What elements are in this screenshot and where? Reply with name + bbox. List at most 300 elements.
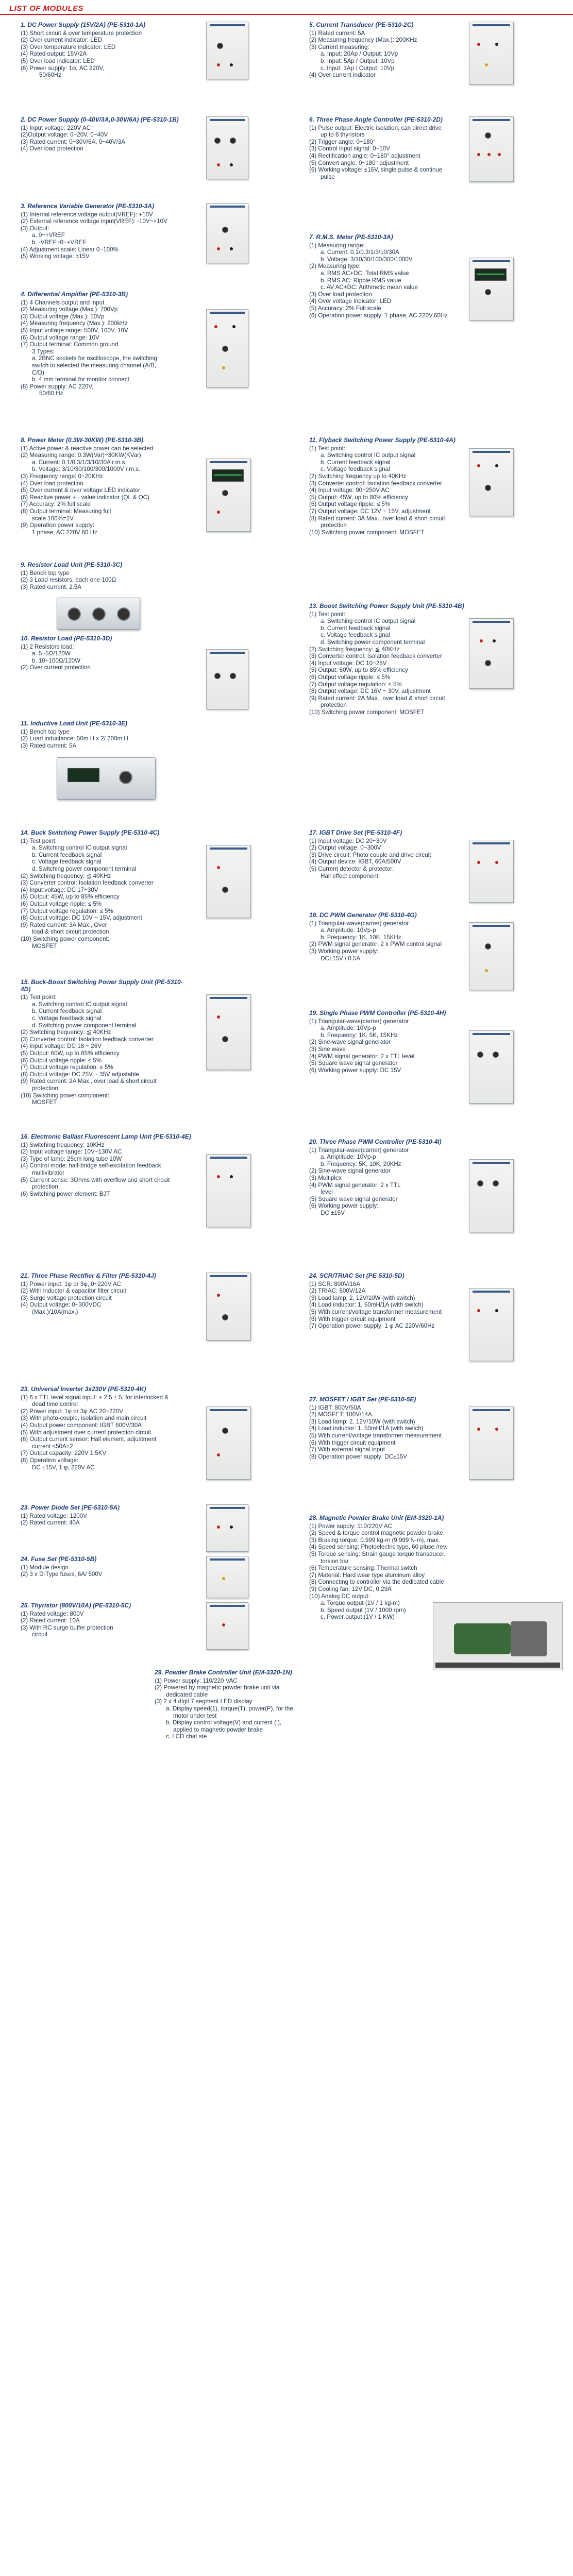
spec-line: (1) Input voltage: 220V AC	[21, 124, 91, 131]
spec-line: (2) PWM signal generator: 2 x PWM control signal	[309, 941, 442, 948]
spec-line: (3) Sine wave	[309, 1045, 346, 1053]
spec-line: (3) Braking torque: 0.999 kg-m (9.999 N-m), max.	[309, 1536, 440, 1544]
spec-line: (1) Test point:	[21, 994, 57, 1001]
brake-unit-photo	[433, 1602, 563, 1670]
spec-line: (2) Rated current: 40A	[21, 1519, 80, 1527]
module-title: 27. MOSFET / IGBT Set (PE-5310-5E)	[309, 1396, 416, 1403]
spec-line: (4) Input voltage: DC 17~30V	[21, 886, 98, 893]
spec-line: (1) Power supply: 110/220V AC	[309, 1522, 392, 1530]
spec-line: (2) Input voltage range: 10V~130V AC	[21, 1148, 122, 1156]
module-title: 23. Universal Inverter 3x230V (PE-5310-4K)	[21, 1385, 146, 1393]
spec-line: (5) Square wave signal generator	[309, 1195, 398, 1202]
spec-line: (7) Output voltage: DC 12V ~ 15V, adjustment	[309, 507, 431, 515]
module-title: 9. Resistor Load Unit (PE-5310-3C)	[21, 561, 123, 568]
module-title: 19. Single Phase PWM Controller (PE-5310-4H)	[309, 1009, 446, 1016]
spec-line: (1) Rated voltage: 1200V	[21, 1512, 87, 1519]
spec-line: DC ±15V	[321, 1209, 345, 1216]
spec-line: (5) Output: 45W, up to 85% efficiency	[21, 893, 120, 901]
spec-line: (3) Over load protection	[309, 291, 372, 298]
spec-line: (4) Speed sensing: Photoelectric type, 60 pluse /rev.	[309, 1544, 447, 1551]
spec-line: (9) Rated current: 3A Max., Over	[21, 921, 107, 928]
spec-line: c. AV AC+DC: Arithmetic mean value	[321, 284, 418, 291]
module-photo-3	[206, 203, 248, 263]
spec-line: b. -VREF~0~+VREF	[32, 239, 87, 246]
spec-line: multivibrator	[32, 1169, 65, 1176]
module-title: 8. Power Meter (0.3W-30KW) (PE-5310-3B)	[21, 436, 144, 444]
spec-line: (2) Output voltage: 0~300V	[309, 844, 381, 852]
spec-line: c. Power output (1V / 1 KW)	[321, 1614, 395, 1621]
spec-line: motor under test	[173, 1712, 217, 1719]
spec-line: b. Voltage: 3/10/30/100/300/1000V	[321, 256, 413, 263]
spec-line: (6) Working voltage: ±15V, single pulse & continue	[309, 166, 443, 174]
spec-line: (6) Output voltage ripple: ≤ 5%	[309, 501, 391, 508]
spec-line: pulse	[321, 173, 335, 180]
module-19	[309, 1010, 474, 1074]
module-photo-25	[206, 1602, 248, 1650]
spec-line: b. Current feedback signal	[32, 1008, 102, 1015]
spec-line: (1) Measuring range:	[309, 242, 365, 249]
spec-line: MOSFET	[32, 1099, 57, 1106]
spec-line: b. Frequency: 5K, 10K, 20KHz	[321, 1160, 401, 1167]
spec-line: scale 100%=1V	[32, 515, 74, 522]
spec-line: (2) Over current indicator: LED	[21, 37, 102, 44]
spec-line: (2) Sine-wave signal generator	[309, 1039, 391, 1046]
spec-line: (4) Measuring frequency (Max.): 200kHz	[21, 320, 128, 327]
spec-line: (3) Rated current: 5A	[21, 742, 77, 749]
spec-line: protection	[321, 522, 347, 529]
spec-line: (1) Power input: 1φ or 3φ, 0~220V AC	[21, 1280, 122, 1287]
spec-line: switch to selected the measuring channel (A/B,	[32, 362, 157, 369]
spec-line: b. Voltage: 3/10/30/100/300/1000V r.m.s.	[32, 466, 141, 473]
spec-line: (1) Active power & reactive power can be selected	[21, 445, 154, 452]
spec-line: (1) Test point:	[309, 445, 346, 452]
spec-line: (9) Operation power supply:	[21, 522, 95, 529]
spec-line: (1) Power supply: 110/220 VAC	[155, 1677, 238, 1684]
spec-line: (5) Working voltage: ±15V	[21, 253, 90, 260]
spec-line: (5) Accuracy: 2% Full scale	[309, 304, 381, 312]
spec-line: (3) Surge voltage protection circuit	[21, 1294, 112, 1301]
module-photo-15	[206, 994, 251, 1070]
spec-line: (7) Output voltage regulation: ≤ 5%	[309, 681, 402, 688]
spec-line: (2) Switching frequency: ≦ 40KHz	[21, 1029, 111, 1036]
spec-line: (5) Output: 45W, up to 80% efficiency	[309, 494, 408, 501]
spec-line: b. Current feedback signal	[321, 624, 391, 632]
module-21	[21, 1273, 191, 1316]
spec-line: current <50A±2	[32, 1443, 73, 1450]
spec-line: (8) Output terminal: Measuring full	[21, 507, 111, 515]
spec-line: (2) TRIAC: 600V/12A	[309, 1287, 366, 1295]
page-header	[0, 0, 573, 21]
spec-line: (4) Over voltage indicator: LED	[309, 298, 392, 305]
spec-line: protection	[32, 1084, 58, 1092]
spec-line: (2) Over current protection	[21, 664, 91, 671]
spec-line: (6) Operation power supply: 1 phase, AC 220V,60Hz	[309, 312, 448, 319]
module-11b	[21, 720, 175, 749]
spec-line: (10) Switching power component: MOSFET	[309, 708, 425, 716]
module-title: 17. IGBT Drive Set (PE-5310-4F)	[309, 829, 402, 836]
spec-line: a. Switching control IC output signal	[321, 618, 416, 625]
spec-line: (6) Working power supply: DC 15V	[309, 1066, 401, 1074]
spec-line: (2) Speed & torque control magnetic powder brake	[309, 1530, 443, 1537]
spec-line: (5) Output: 60W, up to 85% efficiency	[309, 667, 408, 674]
spec-line: a. 0~+VREF	[32, 232, 65, 239]
module-title: 6. Three Phase Angle Controller (PE-5310-2D)	[309, 116, 443, 123]
spec-line: b. Frequency: 1K, 10K, 15KHz	[321, 934, 401, 941]
module-23b	[21, 1504, 175, 1527]
spec-line: (9) Rated current: 2A Max., over load & short circuit	[309, 694, 445, 702]
module-photo-1	[206, 22, 248, 79]
module-6	[309, 116, 464, 180]
spec-line: (3) Rated current: 0~30V/6A, 0~40V/3A	[21, 138, 126, 145]
module-photo-11a	[469, 448, 514, 516]
spec-line: (4) Rated output: 15V/2A	[21, 50, 87, 58]
spec-line: (4) Adjustment scale: Linear 0~100%	[21, 246, 119, 253]
module-title: 10. Resistor Load (PE-5310-3D)	[21, 635, 112, 642]
spec-line: (5) Convert angle: 0~180° adjustment	[309, 159, 409, 166]
module-photo-24b	[206, 1556, 248, 1598]
module-photo-6	[469, 116, 514, 182]
spec-line: (6) Switching power element: BJT	[21, 1190, 110, 1197]
spec-line: (3) Converter control: Isolation feedback converter	[309, 480, 442, 487]
module-photo-24a	[469, 1288, 514, 1361]
module-18	[309, 912, 474, 962]
spec-line: (1) Rated current: 5A	[309, 29, 365, 37]
module-photo-8	[206, 459, 251, 532]
spec-line: a. 2BNC sockets for oscilloscope, the switching	[32, 355, 157, 362]
spec-line: a. RMS AC+DC: Total RMS value	[321, 269, 409, 277]
spec-line: (1) Test point:	[21, 837, 57, 844]
spec-line: (1) Internal reference voltage output(VREF): +10V	[21, 211, 153, 218]
module-title: 11. Flyback Switching Power Supply (PE-5310-4A)	[309, 436, 456, 444]
spec-line: (6) Output voltage ripple: ≤ 5%	[21, 900, 102, 907]
module-photo-23a	[206, 1406, 251, 1480]
spec-line: (6) With trigger circuit equipment	[309, 1315, 396, 1323]
module-title: 24. Fuse Set (PE-5310-5B)	[21, 1555, 97, 1563]
spec-line: (4) Over load protection	[21, 480, 83, 487]
spec-line: 50/60Hz	[39, 72, 62, 79]
spec-line: (1) Module design	[21, 1564, 69, 1571]
spec-line: (3) Current measuring:	[309, 43, 369, 50]
module-title: 20. Three Phase PWM Controller (PE-5310-4I)	[309, 1138, 442, 1145]
spec-line: (7) Output voltage regulation: ≤ 5%	[21, 907, 113, 914]
page-title: LIST OF MODULES	[9, 4, 84, 13]
spec-line: (1) 2 Resistors load:	[21, 643, 74, 650]
module-13	[309, 603, 474, 716]
module-2	[21, 116, 196, 152]
spec-line: (7) Material: Hard wear type aluminum alloy	[309, 1571, 425, 1579]
spec-line: a. Current: 0.1/0.3/1/3/10/30A r.m.s.	[32, 459, 127, 466]
spec-line: (2)Output voltage: 0~20V, 0~40V	[21, 131, 108, 139]
spec-line: (3) Over temperature indicator: LED	[21, 43, 116, 50]
spec-line: (9) Rated current: 2A Max., over load & short circuit	[21, 1078, 157, 1085]
spec-line: (2) Load inductance: 50m H x 2/ 200m H	[21, 735, 128, 742]
spec-line: (8) Output voltage: DC 10V ~ 15V, adjustment	[21, 914, 142, 922]
spec-line: (10) Analog DC output:	[309, 1592, 370, 1600]
spec-line: (4) PWM signal generator: 2 x TTL	[309, 1181, 401, 1189]
spec-line: a. 5~5Ω/120W	[32, 650, 71, 657]
module-title: 7. R.M.S. Meter (PE-5310-3A)	[309, 233, 393, 241]
spec-line: (1) Bench top type	[21, 569, 70, 577]
spec-line: (7) Output voltage regulation: ≤ 5%	[21, 1064, 113, 1071]
module-25	[21, 1602, 175, 1638]
spec-line: (8) Connecting to controller via the dedicated cable	[309, 1579, 444, 1586]
spec-line: torsion bar	[321, 1557, 349, 1565]
spec-line: (6) With trigger circuit equipment	[309, 1439, 396, 1446]
spec-line: b. Display control voltage(V) and current (I),	[166, 1719, 282, 1726]
spec-line: (6) Working power supply:	[309, 1202, 379, 1210]
module-photo-5	[469, 22, 514, 84]
spec-line: b. Current feedback signal	[32, 851, 102, 858]
spec-line: (1) Triangular-wave(carrier) generator	[309, 1018, 409, 1025]
module-23a	[21, 1386, 196, 1471]
module-photo-2	[206, 116, 248, 179]
spec-line: b. 10~100Ω/120W	[32, 657, 81, 664]
spec-line: (2) Switching frequency: ≦ 40KHz	[309, 646, 400, 653]
spec-line: d. Switching power component terminal	[32, 1022, 137, 1029]
module-16	[21, 1133, 196, 1197]
spec-line: MOSFET	[32, 942, 57, 950]
spec-line: (1) 6 x TTL level signal input: + 2.5 ± 5, for interlocked &	[21, 1394, 169, 1401]
spec-line: c. Voltage feedback signal	[321, 632, 390, 639]
spec-line: Hall effect component	[321, 872, 378, 879]
spec-line: (7) Operation power supply: 1 φ AC 220V/60Hz	[309, 1323, 435, 1330]
module-15	[21, 979, 191, 1106]
spec-line: (2) MOSFET: 100V/14A	[309, 1411, 372, 1418]
module-11a	[309, 437, 474, 536]
spec-line: (1) SCR: 800V/16A	[309, 1280, 361, 1287]
spec-line: (4) Input voltage: DC 18 ~ 26V	[21, 1043, 102, 1050]
spec-line: (4) Output device: IGBT, 60A/500V	[309, 858, 401, 866]
spec-line: (5) Over current & over voltage LED indicator	[21, 487, 140, 494]
spec-line: a. Amplitude: 10Vp-p	[321, 1025, 376, 1032]
module-title: 1. DC Power Supply (15V/2A) (PE-5310-1A)	[21, 21, 146, 28]
spec-line: (7) Accuracy: 2% full scale	[21, 501, 91, 508]
spec-line: (6) Power supply: 1φ, AC 220V,	[21, 64, 105, 72]
spec-line: (4) Input voltage: 90~250V AC	[309, 487, 390, 494]
spec-line: (4) Input voltage: DC 10~28V	[309, 659, 387, 667]
spec-line: (4) Load inductor: 1, 50mH/1A (with switch)	[309, 1301, 424, 1309]
module-photo-14	[206, 845, 251, 918]
module-photo-17	[469, 840, 514, 903]
spec-line: (4) Over load protection	[21, 145, 83, 152]
module-27	[309, 1396, 474, 1460]
spec-line: protection	[321, 702, 347, 709]
spec-line: protection	[32, 1183, 58, 1191]
spec-line: (3) Frequency range: 0~20KHz	[21, 472, 103, 480]
spec-line: (4) Control mode: half-bridge self-excitation feedback	[21, 1162, 161, 1170]
module-title: 24. SCR/TRIAC Set (PE-5310-5D)	[309, 1272, 405, 1279]
spec-line: (1) Pulse output: Electric isolation, can direct drive	[309, 124, 442, 131]
spec-line: d. Switching power component terminal	[32, 865, 137, 872]
spec-line: (2) Rated current: 10A	[21, 1617, 80, 1624]
spec-line: (6) Output current sensor: Hall element, adjustment	[21, 1436, 157, 1443]
module-4	[21, 291, 196, 397]
spec-line: (5) Current detector & protector:	[309, 865, 394, 872]
module-photo-20	[469, 1159, 514, 1232]
spec-line: (3) Load lamp: 2, 12V/10W (with switch)	[309, 1294, 415, 1301]
spec-line: (2) Measuring range: 0.3W(Var)~30KW(KVar)	[21, 452, 141, 459]
spec-line: (7) Output terminal: Common ground	[21, 341, 119, 348]
module-photo-4	[206, 309, 248, 387]
spec-line: a. Switching control IC output signal	[32, 844, 127, 852]
module-photo-19	[469, 1030, 514, 1104]
spec-line: (2) Switching frequency up to 40KHz	[309, 472, 407, 480]
module-title: 3. Reference Variable Generator (PE-5310-3A)	[21, 202, 155, 210]
module-17	[309, 829, 474, 879]
module-title: 25. Thyristor (800V/10A) (PE-5310-5C)	[21, 1602, 131, 1609]
spec-line: (3) Converter control: Isolation feedback converter	[309, 653, 442, 660]
spec-line: (3) Converter control: Isolation feedback converter	[21, 1036, 154, 1043]
spec-line: (3) Output:	[21, 225, 49, 232]
spec-line: (3) With RC surge buffer protection	[21, 1624, 113, 1631]
spec-line: (5) Over load indicator: LED	[21, 57, 95, 64]
spec-line: (8) Operation power supply: DC±15V	[309, 1453, 408, 1460]
spec-line: load & short circuit protection	[32, 928, 109, 936]
spec-line: b. Frequency: 1K, 5K, 15KHz	[321, 1031, 398, 1039]
spec-line: a. Current: 0.1/0.3/1/3/10/30A	[321, 249, 399, 256]
spec-line: (5) With adjustment over current protection circuit.	[21, 1429, 153, 1436]
spec-line: (4) Output power component: IGBT 600V/30A	[21, 1421, 142, 1429]
spec-line: (1) Bench top type	[21, 728, 70, 735]
module-photo-23b	[206, 1504, 248, 1552]
spec-line: (1) Input voltage: DC 20~30V	[309, 837, 387, 844]
spec-line: (6) Reactive power + - value indicator (QL & QC)	[21, 494, 149, 501]
spec-line: (10) Switching power component:	[21, 1092, 110, 1099]
spec-line: (8) Output voltage: DC 16V ~ 30V, adjustment	[309, 688, 431, 695]
module-title: 14. Buck Switching Power Supply (PE-5310-4C)	[21, 829, 160, 836]
spec-line: d. Switching power component terminal	[321, 638, 425, 646]
spec-line: (3) Multiplex	[309, 1174, 342, 1181]
spec-line: c. Voltage feedback signal	[32, 858, 102, 866]
spec-line: (4) Output voltage: 0~300VDC	[21, 1301, 102, 1309]
spec-line: c. Voltage feedback signal	[321, 466, 390, 473]
spec-line: (4) PWM signal generator: 2 x TTL level	[309, 1053, 415, 1060]
spec-line: (2) Switching frequency: ≦ 40KHz	[21, 872, 111, 879]
module-title: 18. DC PWM Generator (PE-5310-4G)	[309, 911, 417, 919]
module-photo-27	[469, 1406, 514, 1480]
spec-line: (5) With current/voltage transformer measurement	[309, 1432, 442, 1439]
module-title: 11. Inductive Load Unit (PE-5310-3E)	[21, 720, 128, 727]
module-title: 16. Electronic Ballast Fluorescent Lamp Unit (PE-5310-4E)	[21, 1133, 191, 1140]
spec-line: 1 phase, AC 220V 60 Hz	[32, 529, 97, 536]
spec-line: a. Input: 20Ap / Output: 10Vp	[321, 50, 398, 58]
module-1	[21, 22, 186, 79]
module-8	[21, 437, 191, 536]
module-14	[21, 829, 191, 950]
module-photo-16	[206, 1154, 251, 1227]
spec-line: (6) Output voltage ripple: ≤ 5%	[21, 1057, 102, 1064]
spec-line: DC±15V / 0.5A	[321, 955, 361, 962]
spec-line: (2) Trigger angle: 0~180°	[309, 138, 376, 145]
spec-line: (9) Cooling fan: 12V DC, 0.29A	[309, 1585, 392, 1592]
spec-line: 3 Types:	[32, 348, 55, 355]
spec-line: (Max.)/10A(max.)	[32, 1308, 78, 1315]
spec-line: (2) Measuring voltage (Max.): 700Vp	[21, 306, 118, 313]
spec-line: (2) Measuring type:	[309, 263, 361, 270]
spec-line: C/D)	[32, 369, 44, 376]
module-title: 15. Buck-Boost Switching Power Supply Unit (PE-5310-4D)	[21, 978, 183, 993]
module-photo-18	[469, 922, 514, 990]
module-photo-10	[206, 649, 248, 709]
spec-line: (4) Over current indicator	[309, 72, 376, 79]
spec-line: 50/60 Hz	[39, 390, 63, 397]
spec-line: level	[321, 1189, 333, 1196]
module-photo-7	[469, 258, 514, 320]
spec-line: (7) Output capacity: 220V 1.5KV	[21, 1450, 107, 1457]
spec-line: (2) Measuring frequency (Max.): 200KHz	[309, 37, 417, 44]
module-photo-21	[206, 1273, 251, 1341]
spec-line: a. Amplitude: 10Vp-p	[321, 1154, 376, 1161]
spec-line: (3) With photo-couple, isolation and main circuit	[21, 1415, 147, 1422]
spec-line: circuit	[32, 1631, 48, 1638]
module-29	[155, 1669, 350, 1740]
module-7	[309, 234, 464, 319]
spec-line: (1) Rated voltage: 800V	[21, 1610, 84, 1617]
spec-line: (1) Triangular-wave(carrier) generator	[309, 920, 409, 927]
spec-line: (1) Short circuit & over temperature protection	[21, 29, 142, 37]
spec-line: (5) Input voltage range: 500V, 100V, 10V	[21, 327, 128, 334]
spec-line: (8) Rated current: 3A Max., over load & short circuit	[309, 515, 445, 522]
spec-line: (6) Output voltage ripple: ≤ 5%	[309, 673, 391, 681]
spec-line: (3) 2 x 4 digit 7 segment LED display	[155, 1698, 252, 1705]
module-5	[309, 22, 464, 79]
spec-line: (1) Test point:	[309, 611, 346, 618]
spec-line: a. Switching control IC output signal	[32, 1001, 127, 1008]
spec-line: (4) Rectification angle: 0~180° adjustment	[309, 152, 420, 159]
spec-line: (2) 3 Load resistors, each one 100Ω	[21, 577, 116, 584]
spec-line: (3) Output voltage (Max.): 10Vp	[21, 313, 105, 320]
spec-line: (5) Output: 60W, up to 85% efficiency	[21, 1049, 120, 1057]
spec-line: c. LCD chat ste	[166, 1733, 207, 1740]
spec-line: c. Voltage feedback signal	[32, 1014, 102, 1022]
spec-line: (3) Converter control: Isolation feedback converter	[21, 879, 154, 887]
spec-line: DC ±15V, 1 φ, 220V AC	[32, 1464, 95, 1471]
module-20	[309, 1139, 474, 1217]
spec-line: dead time control	[32, 1401, 78, 1408]
spec-line: (2) External reference voltage input(VREF): -10V~+10V	[21, 218, 167, 225]
spec-line: (6) Temperature sensing: Thermal switch	[309, 1565, 417, 1572]
spec-line: (6) Output voltage range: 10V	[21, 334, 99, 341]
module-3	[21, 203, 196, 260]
spec-line: (8) Output voltage: DC 25V ~ 35V adjustable	[21, 1071, 139, 1078]
spec-line: (5) With current/voltage transformer measurement	[309, 1308, 442, 1315]
spec-line: a. Torque output (1V / 1 kg-m)	[321, 1600, 400, 1607]
spec-line: (3) Working power supply:	[309, 947, 379, 955]
spec-line: (3) Rated current: 2.5A	[21, 583, 81, 590]
spec-line: (10) Switching power component: MOSFET	[309, 529, 425, 536]
spec-line: (7) With external signal input	[309, 1446, 385, 1453]
spec-line: b. Input: 5Ap / Output: 10Vp	[321, 57, 395, 64]
spec-line: (8) Operation voltage:	[21, 1456, 79, 1464]
spec-line: applied to magnetic powder brake	[173, 1726, 263, 1733]
spec-line: (3) Load lamp: 2, 12V/10W (with switch)	[309, 1418, 415, 1425]
spec-line: dedicated cable	[166, 1691, 208, 1698]
spec-line: (3) Drive circuit: Photo couple and drive circuit	[309, 851, 431, 858]
title-rule	[0, 14, 573, 15]
spec-line: (5) Square wave signal generator	[309, 1060, 398, 1067]
spec-line: (5) Torque sensing: Strain gauge torque transducer,	[309, 1550, 446, 1557]
spec-line: (3) Control input signal: 0~10V	[309, 145, 390, 152]
module-title: 2. DC Power Supply (0-40V/3A,0-30V/6A) (PE-5310-1B)	[21, 116, 179, 123]
module-title: 13. Boost Switching Power Supply Unit (PE-5310-4B)	[309, 602, 464, 609]
spec-line: (3) Type of lamp: 25cm long tube 10W	[21, 1155, 122, 1162]
spec-line: up to 6 thyristors	[321, 131, 365, 139]
module-photo-11b	[57, 757, 156, 800]
spec-line: b. RMS AC: Ripple RMS value	[321, 277, 401, 284]
spec-line: (2) Power input: 1φ or 3φ AC 20~220V	[21, 1408, 124, 1415]
module-24a	[309, 1273, 474, 1330]
spec-line: (2) Powered by magnetic powder brake unit via	[155, 1684, 280, 1691]
